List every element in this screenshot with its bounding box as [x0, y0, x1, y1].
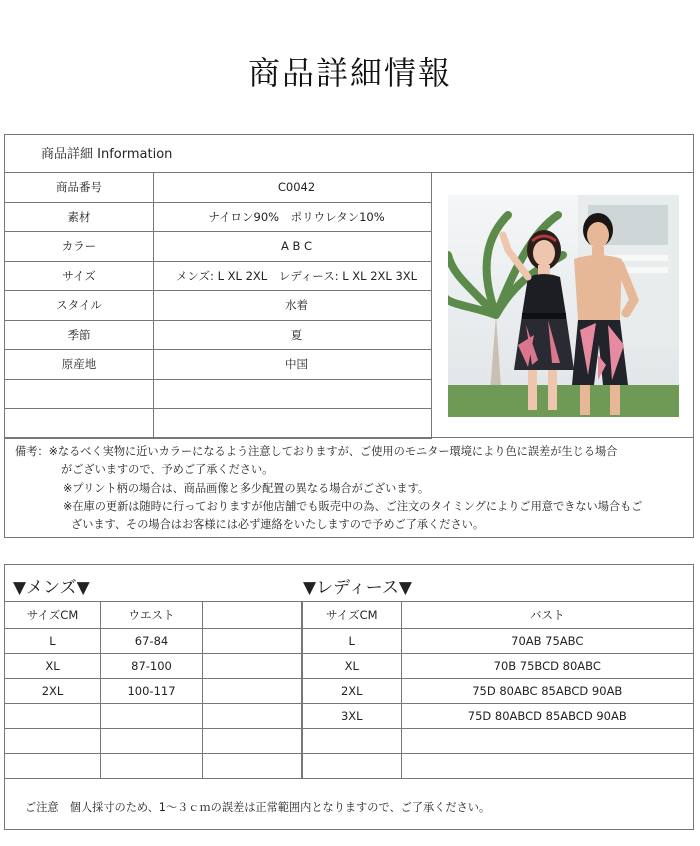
size-cell	[101, 729, 203, 754]
spec-label: スタイル	[5, 291, 154, 321]
caution-note: ご注意 個人採寸のため、1～３ｃｍの誤差は正常範囲内となりますので、ご了承ください。	[25, 801, 491, 814]
spec-value: 水着	[154, 291, 432, 321]
spec-row	[5, 261, 432, 291]
note-line: がございますので、予めご了承ください。	[61, 463, 274, 477]
size-row	[303, 704, 694, 729]
size-cell	[203, 729, 302, 754]
size-row	[303, 729, 694, 754]
couple-swimwear-photo	[448, 195, 679, 417]
size-cell: 100-117	[101, 679, 203, 704]
spec-row	[5, 202, 432, 232]
spec-row	[5, 232, 432, 262]
size-row	[303, 679, 694, 704]
ladies-size-table	[302, 601, 693, 779]
product-details-box	[4, 134, 694, 538]
size-cell: 2XL	[5, 679, 101, 704]
size-column-header: ウエスト	[101, 602, 203, 629]
size-cell	[303, 729, 402, 754]
size-cell: L	[303, 629, 402, 654]
size-column-header: サイズCM	[5, 602, 101, 629]
size-row	[303, 629, 694, 654]
size-cell	[5, 754, 101, 779]
note-line: ※プリント柄の場合は、商品画像と多少配置の異なる場合がございます。	[63, 481, 430, 495]
size-cell: XL	[5, 654, 101, 679]
size-cell	[203, 654, 302, 679]
size-row	[303, 654, 694, 679]
size-cell: 2XL	[303, 679, 402, 704]
size-cell: 75D 80ABCD 85ABCD 90AB	[401, 704, 693, 729]
spec-value: メンズ: L XL 2XL レディース: L XL 2XL 3XL	[154, 261, 432, 291]
size-cell: 3XL	[303, 704, 402, 729]
size-cell	[303, 754, 402, 779]
size-row	[5, 679, 302, 704]
size-cell	[101, 704, 203, 729]
spec-label	[5, 379, 154, 409]
spec-value: C0042	[154, 173, 432, 202]
spec-value	[154, 379, 432, 409]
size-cell	[203, 679, 302, 704]
product-photo	[431, 173, 693, 438]
spec-row	[5, 379, 432, 409]
size-row	[5, 654, 302, 679]
spec-value: A B C	[154, 232, 432, 262]
size-row	[303, 754, 694, 779]
size-cell	[203, 629, 302, 654]
size-cell	[5, 704, 101, 729]
size-cell: 70AB 75ABC	[401, 629, 693, 654]
size-row	[5, 754, 302, 779]
note-line: 備考：※なるべく実物に近いカラーになるよう注意しておりますが、ご使用のモニター環境により色に誤差が生じる場合	[15, 445, 618, 458]
notes	[15, 443, 685, 534]
spec-value: ナイロン90% ポリウレタン10%	[154, 202, 432, 232]
size-row	[5, 729, 302, 754]
spec-table	[5, 173, 432, 439]
size-cell	[101, 754, 203, 779]
size-cell: 75D 80ABC 85ABCD 90AB	[401, 679, 693, 704]
size-row	[5, 704, 302, 729]
size-chart-box	[4, 564, 694, 830]
size-column-header	[203, 602, 302, 629]
size-cell: 87-100	[101, 654, 203, 679]
spec-label	[5, 409, 154, 439]
size-cell	[401, 754, 693, 779]
info-header: 商品詳細 Information	[5, 135, 693, 173]
spec-label: 季節	[5, 320, 154, 350]
size-row	[5, 629, 302, 654]
spec-label: 商品番号	[5, 173, 154, 202]
spec-value: 夏	[154, 320, 432, 350]
divider	[5, 437, 693, 438]
size-column-header: サイズCM	[303, 602, 402, 629]
spec-row	[5, 320, 432, 350]
mens-size-table	[5, 601, 302, 779]
note-line: ※在庫の更新は随時に行っておりますが他店舗でも販売中の為、ご注文のタイミングによりご用意できない場合もご	[63, 499, 643, 513]
spec-value: 中国	[154, 350, 432, 380]
spec-label: カラー	[5, 232, 154, 262]
spec-row	[5, 350, 432, 380]
size-header-row	[303, 602, 694, 629]
size-cell: 70B 75BCD 80ABC	[401, 654, 693, 679]
size-header-row	[5, 602, 302, 629]
size-cell	[5, 729, 101, 754]
spec-row	[5, 173, 432, 202]
spec-label: 原産地	[5, 350, 154, 380]
mens-heading: ▼メンズ▼	[13, 578, 90, 598]
spec-row	[5, 291, 432, 321]
page-title: 商品詳細情報	[247, 54, 452, 92]
spec-label: サイズ	[5, 261, 154, 291]
size-cell	[203, 754, 302, 779]
size-cell	[203, 704, 302, 729]
spec-label: 素材	[5, 202, 154, 232]
ladies-heading: ▼レディース▼	[303, 578, 412, 598]
spec-row	[5, 409, 432, 439]
size-cell: L	[5, 629, 101, 654]
size-cell: XL	[303, 654, 402, 679]
size-cell: 67-84	[101, 629, 203, 654]
size-column-header: バスト	[401, 602, 693, 629]
size-cell	[401, 729, 693, 754]
note-line: ざいます、その場合はお客様には必ず連絡をいたしますので予めご了承ください。	[71, 518, 485, 532]
spec-value	[154, 409, 432, 439]
